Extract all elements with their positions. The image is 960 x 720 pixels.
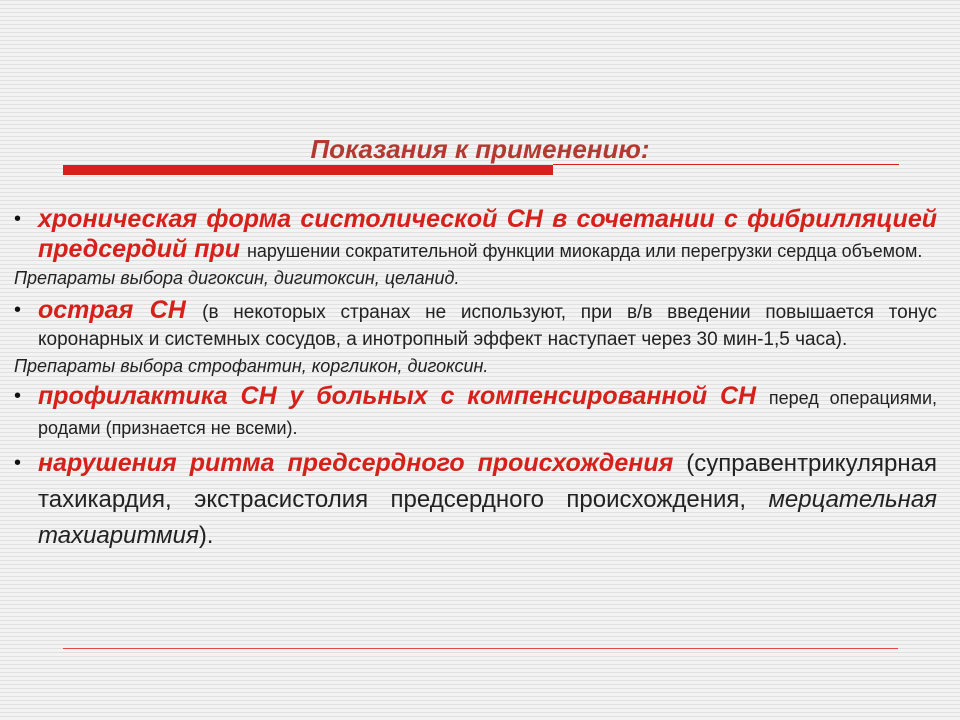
- drugs-of-choice-2: Препараты выбора строфантин, коргликон, дигоксин.: [14, 356, 489, 376]
- indication-item-arrhythmia: [14, 445, 937, 554]
- indication-item-acute-hf: [14, 297, 937, 353]
- indication-text: (в некоторых странах не используют, при в/в введении повышается тонус коронарных и системных сосудов, а инотропный эффект наступает через 30 мин-1,5 часа).: [38, 302, 937, 350]
- bullet-icon: •: [14, 452, 22, 474]
- slide-title: Показания к применению:: [310, 134, 650, 164]
- indication-lead: нарушения ритма предсердного происхождения: [38, 449, 687, 477]
- slide-content: [14, 205, 937, 554]
- title-underline-thin: [553, 164, 899, 165]
- indication-item-prophylaxis: [14, 381, 937, 443]
- bullet-icon: •: [14, 208, 22, 230]
- bullet-icon: •: [14, 299, 22, 321]
- indication-lead: профилактика СН у больных с компенсированной СН: [38, 382, 769, 410]
- title-underline-thick: [63, 165, 553, 175]
- indication-text: перед операциями, родами (признается не всеми).: [38, 388, 937, 438]
- indication-lead: острая СН: [38, 296, 203, 324]
- indication-item-chronic-hf: [14, 205, 937, 265]
- indication-text: (суправентрикулярная тахикардия, экстрасистолия предсердного происхождения,: [38, 450, 937, 513]
- indication-text: нарушении сократительной функции миокарда или перегрузки сердца объемом.: [246, 241, 923, 261]
- indication-text-end: ).: [198, 522, 214, 549]
- bullet-icon: •: [14, 385, 22, 407]
- indication-italic-text: мерцательная тахиаритмия: [38, 486, 937, 549]
- bottom-divider: [63, 648, 898, 649]
- indication-lead: хроническая форма систолической СН в сочетании с фибрилляцией предсердий при: [38, 205, 937, 263]
- drugs-of-choice-1: Препараты выбора дигоксин, дигитоксин, целанид.: [14, 268, 460, 288]
